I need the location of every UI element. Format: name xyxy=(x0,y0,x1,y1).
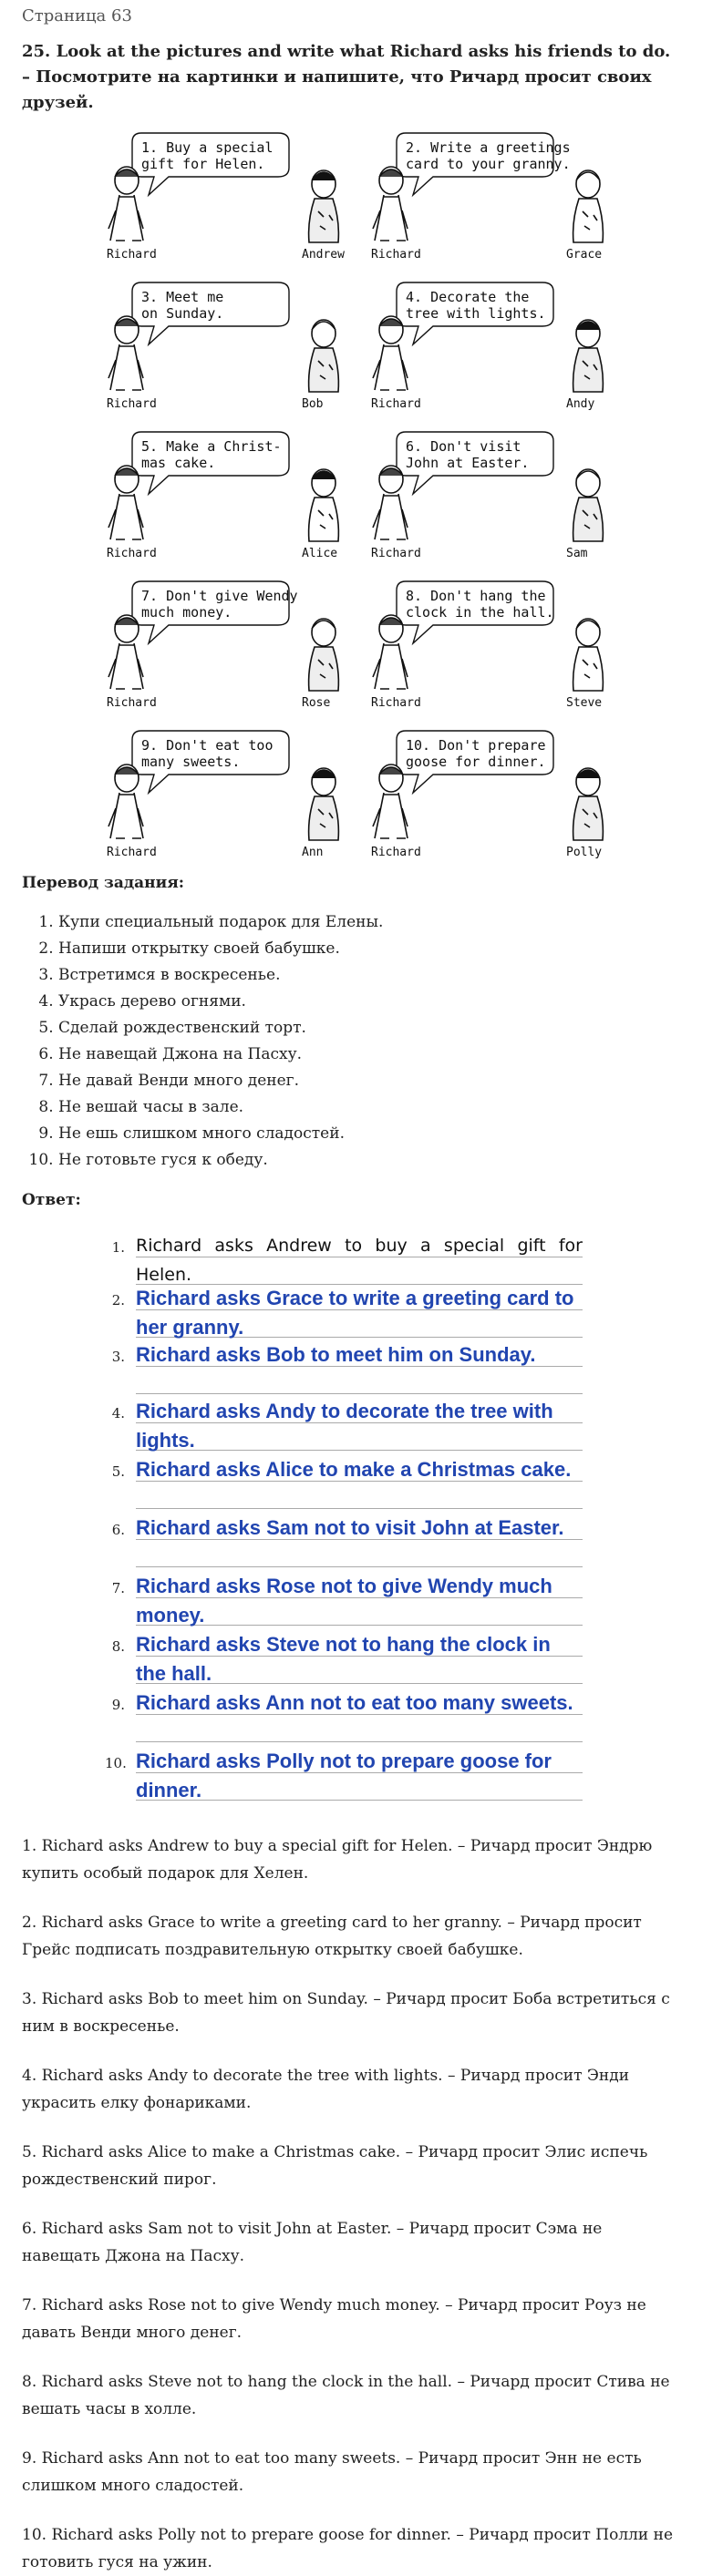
speech-bubble-text xyxy=(141,588,298,621)
picture-9 xyxy=(96,722,351,863)
speech-bubble-line: 6. Don't visit xyxy=(406,438,521,456)
name-label-right: Grace xyxy=(566,248,603,262)
speech-bubble-text xyxy=(141,289,223,322)
answer-number: 6. xyxy=(111,1521,125,1538)
final-answer-paragraph: 2. Richard asks Grace to write a greeting card to her granny. – Ричард просит Грейс подписать поздравительную открытку своей бабушке. xyxy=(22,1913,642,1959)
speech-bubble-line: on Sunday. xyxy=(141,305,224,323)
answer-text: Richard asks Rose not to give Wendy much money. xyxy=(136,1574,552,1627)
speech-bubble-line: 4. Decorate the xyxy=(406,289,530,306)
picture-10 xyxy=(360,722,615,863)
speech-bubble-line: 7. Don't give Wendy xyxy=(141,588,298,605)
speech-bubble-line: tree with lights. xyxy=(406,305,546,323)
answer-text: Richard asks Alice to make a Christmas cake. xyxy=(136,1457,572,1481)
answer-text: Richard asks Andy to decorate the tree with lights. xyxy=(136,1399,553,1452)
answer-number: 1. xyxy=(111,1238,125,1256)
answer-number: 9. xyxy=(111,1696,125,1713)
speech-bubble-line: goose for dinner. xyxy=(406,754,546,771)
answer-text: Richard asks Ann not to eat too many sweets. xyxy=(136,1690,573,1714)
speech-bubble-line: 9. Don't eat too xyxy=(141,737,274,754)
picture-8 xyxy=(360,572,615,713)
speech-bubble-line: mas cake. xyxy=(141,455,216,472)
speech-bubble-line: 2. Write a greetings xyxy=(406,139,571,157)
name-label-left: Richard xyxy=(371,547,421,561)
speech-bubble-line: much money. xyxy=(141,604,232,621)
translation-list xyxy=(22,909,680,1174)
speech-bubble-line: John at Easter. xyxy=(406,455,530,472)
answer-text: Richard asks Sam not to visit John at Easter. xyxy=(136,1515,564,1539)
page-number: Страница 63 xyxy=(22,6,132,26)
answer-text: Richard asks Bob to meet him on Sunday. xyxy=(136,1342,536,1366)
name-label-left: Richard xyxy=(107,696,157,711)
answer-text: Richard asks Grace to write a greeting card to her granny. xyxy=(136,1286,574,1339)
translation-item: 9. Не ешь слишком много сладостей. xyxy=(58,1121,680,1147)
translation-item: 4. Укрась дерево огнями. xyxy=(58,989,680,1015)
name-label-left: Richard xyxy=(371,696,421,711)
final-answer-paragraph: 7. Richard asks Rose not to give Wendy much money. – Ричард просит Роуз не давать Венди много денег. xyxy=(22,2295,646,2342)
translation-item: 10. Не готовьте гуся к обеду. xyxy=(58,1147,680,1174)
picture-6 xyxy=(360,423,615,564)
name-label-left: Richard xyxy=(371,397,421,412)
name-label-left: Richard xyxy=(107,397,157,412)
speech-bubble-text xyxy=(141,438,282,471)
speech-bubble-line: 10. Don't prepare xyxy=(406,737,546,754)
answer-number: 2. xyxy=(111,1291,125,1309)
final-answers xyxy=(22,1832,680,2576)
name-label-right: Andrew xyxy=(302,248,345,262)
final-answer-paragraph: 4. Richard asks Andy to decorate the tree with lights. – Ричард просит Энди украсить елку фонариками. xyxy=(22,2066,630,2112)
final-answer-paragraph: 3. Richard asks Bob to meet him on Sunday. – Ричард просит Боба встретиться с ним в воскресенье. xyxy=(22,1989,670,2036)
translation-heading: Перевод задания: xyxy=(22,874,185,893)
translation-item: 1. Купи специальный подарок для Елены. xyxy=(58,909,680,936)
speech-bubble-line: 1. Buy a special xyxy=(141,139,274,157)
final-answer-paragraph: 10. Richard asks Polly not to prepare goose for dinner. – Ричард просит Полли не готовить гуся на ужин. xyxy=(22,2525,674,2571)
translation-item: 3. Встретимся в воскресенье. xyxy=(58,962,680,989)
name-label-left: Richard xyxy=(107,846,157,860)
speech-bubble-line: clock in the hall. xyxy=(406,604,554,621)
answer-text: Richard asks Andrew to buy a special gift for Helen. xyxy=(136,1235,583,1285)
name-label-right: Rose xyxy=(302,696,331,711)
exercise-pictures xyxy=(96,124,606,871)
speech-bubble-text xyxy=(406,737,546,770)
answer-number: 4. xyxy=(111,1404,125,1421)
speech-bubble-text xyxy=(406,139,571,172)
picture-4 xyxy=(360,273,615,415)
speech-bubble-line: many sweets. xyxy=(141,754,241,771)
answer-number: 10. xyxy=(105,1754,127,1771)
speech-bubble-line: card to your granny. xyxy=(406,156,571,173)
speech-bubble-line: 3. Meet me xyxy=(141,289,224,306)
translation-item: 5. Сделай рождественский торт. xyxy=(58,1015,680,1042)
speech-bubble-text xyxy=(141,139,274,172)
writing-line xyxy=(136,1508,583,1509)
translation-item: 6. Не навещай Джона на Пасху. xyxy=(58,1042,680,1068)
name-label-right: Alice xyxy=(302,547,338,561)
name-label-left: Richard xyxy=(371,248,421,262)
answer-heading: Ответ: xyxy=(22,1190,81,1209)
speech-bubble-line: 5. Make a Christ- xyxy=(141,438,282,456)
name-label-right: Andy xyxy=(566,397,595,412)
writing-line xyxy=(136,1566,583,1567)
picture-1 xyxy=(96,124,351,265)
final-answer-paragraph: 8. Richard asks Steve not to hang the clock in the hall. – Ричард просит Стива не вешать часы в холле. xyxy=(22,2372,670,2418)
name-label-right: Ann xyxy=(302,846,324,860)
writing-line xyxy=(136,1741,583,1742)
translation-item: 8. Не вешай часы в зале. xyxy=(58,1094,680,1121)
picture-3 xyxy=(96,273,351,415)
picture-7 xyxy=(96,572,351,713)
answer-sheet xyxy=(105,1226,597,1832)
speech-bubble-text xyxy=(406,438,529,471)
final-answer-paragraph: 9. Richard asks Ann not to eat too many sweets. – Ричард просит Энн не есть слишком много сладостей. xyxy=(22,2448,642,2495)
task-title: 25. Look at the pictures and write what Richard asks his friends to do. – Посмотрите на картинки и напишите, что Ричард просит своих друзей. xyxy=(22,41,671,112)
writing-line xyxy=(136,1393,583,1394)
answer-number: 8. xyxy=(111,1637,125,1655)
speech-bubble-text xyxy=(406,588,554,621)
speech-bubble-line: 8. Don't hang the xyxy=(406,588,546,605)
final-answer-paragraph: 6. Richard asks Sam not to visit John at Easter. – Ричард просит Сэма не навещать Джона на Пасху. xyxy=(22,2219,603,2265)
name-label-left: Richard xyxy=(371,846,421,860)
picture-2 xyxy=(360,124,615,265)
answer-number: 3. xyxy=(111,1348,125,1365)
answer-text: Richard asks Steve not to hang the clock in the hall. xyxy=(136,1632,551,1685)
answer-number: 7. xyxy=(111,1579,125,1596)
answer-number: 5. xyxy=(111,1462,125,1480)
name-label-right: Sam xyxy=(566,547,588,561)
final-answer-paragraph: 1. Richard asks Andrew to buy a special gift for Helen. – Ричард просит Эндрю купить особый подарок для Хелен. xyxy=(22,1836,653,1883)
name-label-right: Steve xyxy=(566,696,603,711)
speech-bubble-text xyxy=(141,737,274,770)
name-label-left: Richard xyxy=(107,248,157,262)
final-answer-paragraph: 5. Richard asks Alice to make a Christmas cake. – Ричард просит Элис испечь рождественский пирог. xyxy=(22,2142,648,2189)
name-label-left: Richard xyxy=(107,547,157,561)
answer-text: Richard asks Polly not to prepare goose for dinner. xyxy=(136,1749,552,1801)
speech-bubble-line: gift for Helen. xyxy=(141,156,265,173)
speech-bubble-text xyxy=(406,289,546,322)
picture-5 xyxy=(96,423,351,564)
name-label-right: Polly xyxy=(566,846,603,860)
translation-item: 2. Напиши открытку своей бабушке. xyxy=(58,936,680,962)
translation-item: 7. Не давай Венди много денег. xyxy=(58,1068,680,1094)
name-label-right: Bob xyxy=(302,397,324,412)
